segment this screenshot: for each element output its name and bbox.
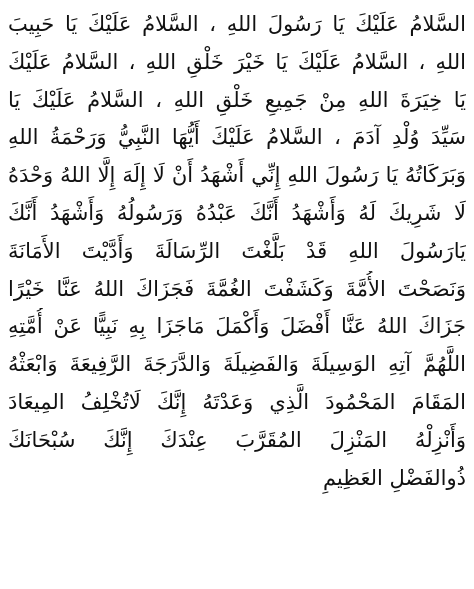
text-line: يَا خِيَرَةَ اللهِ مِنْ جَمِيعِ خَلْقِ اللهِ ، السَّلامُ عَلَيْكَ يَا	[8, 87, 466, 112]
text-line: ذُوالفَضْلِ العَظِيمِ	[322, 465, 466, 490]
text-line: السَّلامُ عَلَيْكَ يَا رَسُولَ اللهِ ، السَّلامُ عَلَيْكَ يَا حَبِيبَ	[8, 12, 466, 36]
text-line: وَأَنْزِلْهُ المَنْزِلَ المُقَرَّبَ عِنْدَكَ إِنَّكَ سُبْحَانَكَ	[8, 427, 466, 452]
text-line: جَزَاكَ اللهُ عَنَّا أَفْضَلَ وَأَكْمَلَ مَاجَزَا بِهِ نَبِيًّا عَنْ أُمَّتِهِ	[8, 314, 466, 339]
text-line: يَارَسُولَ اللهِ قَدْ بَلَّغْتَ الرِّسَالَةَ وَأَدَّيْتَ الأَمَانَةَ	[8, 238, 466, 263]
text-line: وَنَصَحْتَ الأُمَّةَ وَكَشَفْتَ الغُمَّةَ فَجَزَاكَ اللهُ عَنَّا خَيْرًا	[8, 276, 466, 301]
text-line: سَيِّدَ وُلْدِ آدَمَ ، السَّلامُ عَلَيْكَ أَيُّهَا النَّبِيُّ وَرَحْمَةُ اللهِ	[8, 125, 466, 150]
text-line: المَقَامَ المَحْمُودَ الَّذِي وَعَدْتَهُ إِنَّكَ لَاتُخْلِفُ المِيعَادَ	[8, 389, 466, 414]
text-line: وَبَرَكَاتُهُ يَا رَسُولَ اللهِ إِنِّي أَشْهَدُ أَنْ لَا إِلَهَ إِلَّا اللهُ وَحْدَهُ	[8, 163, 466, 188]
arabic-text-block	[8, 6, 466, 497]
text-line: اللهِ ، السَّلامُ عَلَيْكَ يَا خَيْرَ خَلْقِ اللهِ ، السَّلامُ عَلَيْكَ	[8, 49, 466, 74]
text-line: لَا شَرِيكَ لَهُ وَأَشْهَدُ أَنَّكَ عَبْدُهُ وَرَسُولُهُ وَأَشْهَدُ أَنَّكَ	[8, 200, 466, 225]
text-line: اللَّهُمَّ آتِهِ الوَسِيلَةَ وَالفَضِيلَةَ وَالدَّرَجَةَ الرَّفِيعَةَ وَابْعَثْهُ	[8, 352, 466, 377]
